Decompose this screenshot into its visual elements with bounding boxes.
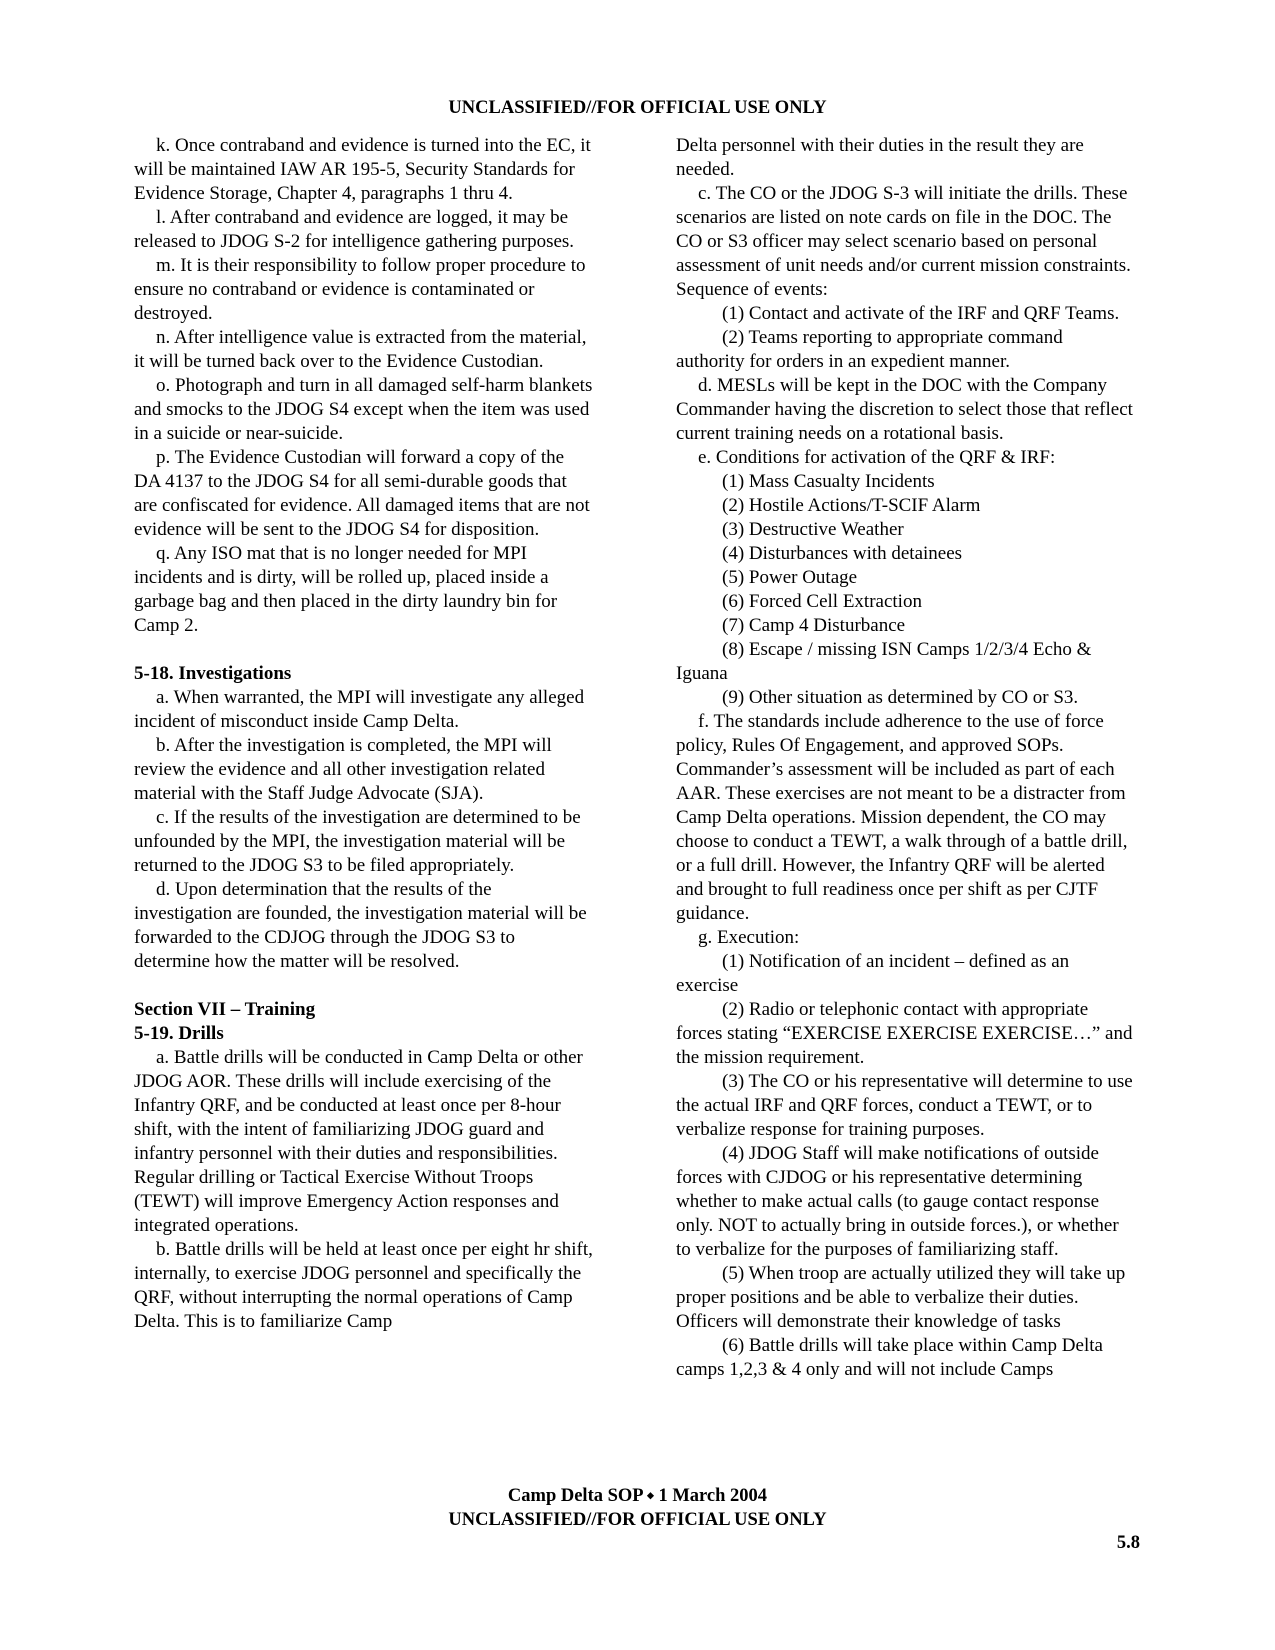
para-c: c. The CO or the JDOG S-3 will initiate the drills. These scenarios are listed on note cards on file in the DOC. The CO or S3 officer may select scenario based on personal assessment of unit needs and/or current mission constraints. Sequence of events:	[676, 183, 1131, 300]
para-g3: (3) The CO or his representative will determine to use the actual IRF and QRF forces, conduct a TEWT, or to verbalize response for training purposes.	[676, 1071, 1133, 1140]
para-e1: (1) Mass Casualty Incidents	[722, 471, 935, 492]
para-e9: (9) Other situation as determined by CO or S3.	[722, 687, 1079, 708]
para-e2: (2) Hostile Actions/T-SCIF Alarm	[722, 495, 981, 516]
para-l: l. After contraband and evidence are logged, it may be released to JDOG S-2 for intelligence gathering purposes.	[134, 207, 575, 252]
para-g5: (5) When troop are actually utilized they will take up proper positions and be able to verbalize their duties. Officers will demonstrate their knowledge of tasks	[676, 1263, 1126, 1332]
para-g2: (2) Radio or telephonic contact with appropriate forces stating “EXERCISE EXERCISE EXERCISE…” and the mission requirement.	[676, 999, 1133, 1068]
para-e3: (3) Destructive Weather	[722, 519, 904, 540]
para-g: g. Execution:	[698, 927, 800, 948]
para-investigations-c: c. If the results of the investigation are determined to be unfounded by the MPI, the investigation material will be returned to the JDOG S3 to be filed appropriately.	[134, 807, 581, 876]
para-n: n. After intelligence value is extracted from the material, it will be turned back over to the Evidence Custodian.	[134, 327, 587, 372]
heading-5-19: 5-19. Drills	[134, 1023, 224, 1044]
para-e7: (7) Camp 4 Disturbance	[722, 615, 906, 636]
para-e8: (8) Escape / missing ISN Camps 1/2/3/4 Echo & Iguana	[676, 639, 1092, 684]
para-e4: (4) Disturbances with detainees	[722, 543, 963, 564]
para-o: o. Photograph and turn in all damaged self-harm blankets and smocks to the JDOG S4 except when the item was used in a suicide or near-suicide.	[134, 375, 593, 444]
footer-title: Camp Delta SOP ⬩ 1 March 2004	[507, 1486, 768, 1506]
page-number: 5.8	[1116, 1533, 1140, 1553]
para-investigations-b: b. After the investigation is completed, the MPI will review the evidence and all other investigation related material with the Staff Judge Advocate (SJA).	[134, 735, 552, 804]
para-drills-b: b. Battle drills will be held at least once per eight hr shift, internally, to exercise JDOG personnel and specifically the QRF, without interrupting the normal operations of Camp Delta. This is to familiarize Camp	[134, 1239, 593, 1332]
classification-header: UNCLASSIFIED//FOR OFFICIAL USE ONLY	[448, 98, 827, 118]
para-e: e. Conditions for activation of the QRF & IRF:	[698, 447, 1056, 468]
page-footer	[0, 1484, 1275, 1532]
para-g6: (6) Battle drills will take place within Camp Delta camps 1,2,3 & 4 only and will not include Camps	[676, 1335, 1103, 1380]
para-drills-a: a. Battle drills will be conducted in Camp Delta or other JDOG AOR. These drills will include exercising of the Infantry QRF, and be conducted at least once per 8-hour shift, with the intent of familiarizing JDOG guard and infantry personnel with their duties and responsibilities. Regular drilling or Tactical Exercise Without Troops (TEWT) will improve Emergency Action responses and integrated operations.	[134, 1047, 583, 1236]
section-vii-heading: Section VII – Training	[134, 999, 316, 1020]
para-c2: (2) Teams reporting to appropriate command authority for orders in an expedient manner.	[676, 327, 1063, 372]
heading-5-18: 5-18. Investigations	[134, 663, 292, 684]
para-g1: (1) Notification of an incident – defined as an exercise	[676, 951, 1070, 996]
para-m: m. It is their responsibility to follow proper procedure to ensure no contraband or evidence is contaminated or destroyed.	[134, 255, 586, 324]
para-continuation: Delta personnel with their duties in the result they are needed.	[676, 135, 1084, 180]
para-e6: (6) Forced Cell Extraction	[722, 591, 922, 612]
right-column	[676, 134, 1136, 1382]
para-e5: (5) Power Outage	[722, 567, 858, 588]
para-p: p. The Evidence Custodian will forward a copy of the DA 4137 to the JDOG S4 for all semi-durable goods that are confiscated for evidence. All damaged items that are not evidence will be sent to the JDOG S4 for disposition.	[134, 447, 590, 540]
para-k: k. Once contraband and evidence is turned into the EC, it will be maintained IAW AR 195-5, Security Standards for Evidence Storage, Chapter 4, paragraphs 1 thru 4.	[134, 135, 591, 204]
footer-classification: UNCLASSIFIED//FOR OFFICIAL USE ONLY	[448, 1510, 827, 1530]
para-f: f. The standards include adherence to the use of force policy, Rules Of Engagement, and approved SOPs. Commander’s assessment will be included as part of each AAR. These exercises are not meant to be a distracter from Camp Delta operations. Mission dependent, the CO may choose to conduct a TEWT, a walk through of a battle drill, or a full drill. However, the Infantry QRF will be alerted and brought to full readiness once per shift as per CJTF guidance.	[676, 711, 1128, 924]
para-d: d. MESLs will be kept in the DOC with the Company Commander having the discretion to select those that reflect current training needs on a rotational basis.	[676, 375, 1133, 444]
para-g4: (4) JDOG Staff will make notifications of outside forces with CJDOG or his representative determining whether to make actual calls (to gauge contact response only. NOT to actually bring in outside forces.), or whether to verbalize for the purposes of familiarizing staff.	[676, 1143, 1119, 1260]
para-investigations-a: a. When warranted, the MPI will investigate any alleged incident of misconduct inside Camp Delta.	[134, 687, 585, 732]
para-q: q. Any ISO mat that is no longer needed for MPI incidents and is dirty, will be rolled up, placed inside a garbage bag and then placed in the dirty laundry bin for Camp 2.	[134, 543, 558, 636]
para-c1: (1) Contact and activate of the IRF and QRF Teams.	[722, 303, 1120, 324]
left-column	[134, 134, 594, 1334]
para-investigations-d: d. Upon determination that the results of the investigation are founded, the investigation material will be forwarded to the CDJOG through the JDOG S3 to determine how the matter will be resolved.	[134, 879, 587, 972]
